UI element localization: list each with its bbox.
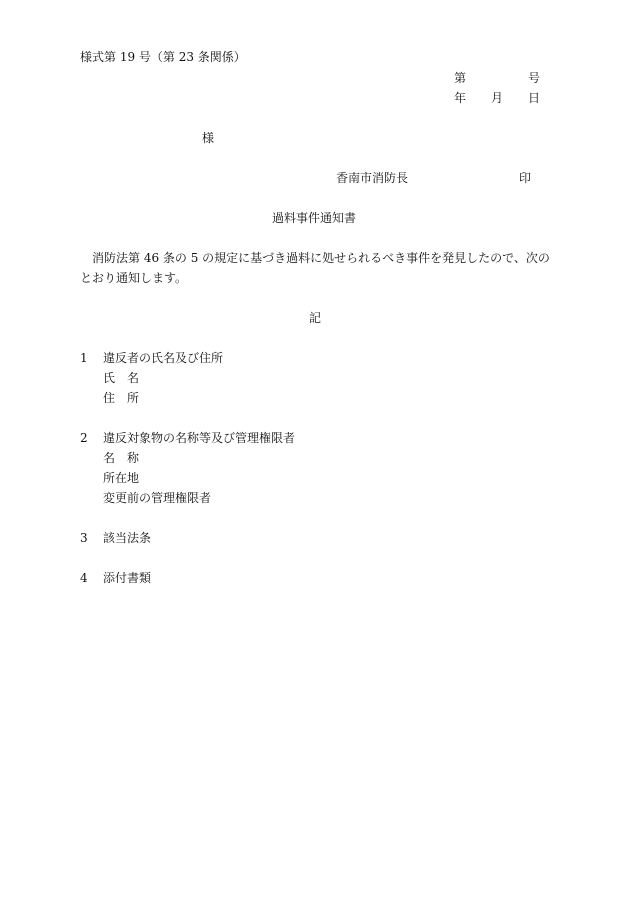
date-month: 月	[491, 91, 504, 105]
item-number: 2	[80, 431, 88, 445]
date-day: 日	[528, 91, 541, 105]
addressee-suffix: 様	[202, 131, 215, 145]
item-number: 4	[80, 571, 88, 585]
date-year: 年	[454, 91, 467, 105]
item-sub-label: 名 称	[103, 451, 140, 465]
number-go: 号	[528, 71, 541, 85]
item-title: 違反対象物の名称等及び管理権限者	[103, 431, 296, 445]
item-sub-label: 所在地	[103, 471, 140, 485]
item-sub-label: 住 所	[103, 391, 140, 405]
item-title: 添付書類	[103, 571, 152, 585]
ki-heading: 記	[309, 311, 322, 325]
document-title: 過料事件通知書	[272, 211, 357, 225]
body-text-line-1: 消防法第 46 条の 5 の規定に基づき過料に処せられるべき事件を発見したので、次の	[92, 251, 550, 265]
number-dai: 第	[454, 71, 467, 85]
item-number: 1	[80, 351, 88, 365]
body-text-line-2: とおり通知します。	[80, 271, 188, 285]
seal: 印	[519, 171, 532, 185]
item-sub-label: 変更前の管理権限者	[103, 491, 212, 505]
item-title: 該当法条	[103, 531, 152, 545]
item-number: 3	[80, 531, 88, 545]
item-sub-label: 氏 名	[103, 371, 140, 385]
item-title: 違反者の氏名及び住所	[103, 351, 224, 365]
issuer: 香南市消防長	[336, 171, 409, 185]
form-number: 様式第 19 号（第 23 条関係）	[80, 50, 246, 64]
